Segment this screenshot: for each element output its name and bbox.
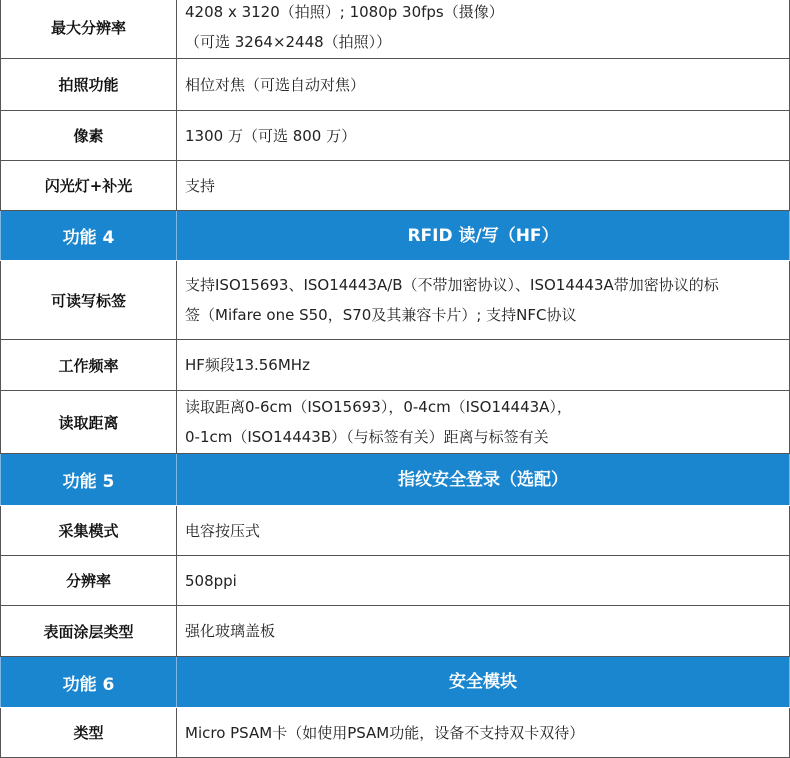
spec-value bbox=[177, 261, 790, 339]
section-header-rfid bbox=[0, 211, 790, 261]
spec-value bbox=[177, 506, 790, 555]
spec-value bbox=[177, 340, 790, 390]
spec-label: 像素 bbox=[0, 111, 177, 160]
section-label: 功能 6 bbox=[0, 657, 177, 707]
spec-label: 拍照功能 bbox=[0, 59, 177, 110]
spec-value-line: Micro PSAM卡（如使用PSAM功能，设备不支持双卡双待） bbox=[185, 723, 585, 742]
spec-value-line: 强化玻璃盖板 bbox=[185, 622, 276, 640]
spec-value-line: 508ppi bbox=[185, 571, 237, 590]
spec-row-resolution bbox=[0, 556, 790, 606]
spec-value-line: （可选 3264×2448（拍照）） bbox=[185, 33, 392, 51]
spec-value-line: 读取距离0-6cm（ISO15693），0-4cm（ISO14443A）， bbox=[185, 398, 572, 416]
spec-value-line: 电容按压式 bbox=[185, 521, 261, 540]
spec-value-line: 签（Mifare one S50，S70及其兼容卡片）; 支持NFC协议 bbox=[185, 306, 577, 324]
spec-label: 工作频率 bbox=[0, 340, 177, 390]
spec-row-readable-tags bbox=[0, 261, 790, 340]
spec-row-pixels bbox=[0, 111, 790, 161]
spec-value bbox=[177, 161, 790, 210]
spec-row-read-distance bbox=[0, 391, 790, 454]
spec-value bbox=[177, 111, 790, 160]
spec-label: 最大分辨率 bbox=[0, 0, 177, 58]
spec-value bbox=[177, 606, 790, 656]
spec-value-line: 1300 万（可选 800 万） bbox=[185, 126, 357, 145]
spec-row-frequency bbox=[0, 340, 790, 391]
spec-value bbox=[177, 0, 790, 58]
spec-label: 可读写标签 bbox=[0, 261, 177, 339]
spec-value bbox=[177, 708, 790, 757]
spec-label: 闪光灯+补光 bbox=[0, 161, 177, 210]
spec-value-line: 相位对焦（可选自动对焦） bbox=[185, 75, 366, 94]
spec-label: 分辨率 bbox=[0, 556, 177, 605]
spec-value bbox=[177, 556, 790, 605]
spec-label: 表面涂层类型 bbox=[0, 606, 177, 656]
spec-row-max-resolution bbox=[0, 0, 790, 59]
spec-value-line: 4208 x 3120（拍照）; 1080p 30fps（摄像） bbox=[185, 3, 504, 21]
spec-label: 读取距离 bbox=[0, 391, 177, 453]
spec-row-coating bbox=[0, 606, 790, 657]
spec-value-line: 0-1cm（ISO14443B）（与标签有关）距离与标签有关 bbox=[185, 428, 549, 446]
spec-value bbox=[177, 391, 790, 453]
spec-row-capture-mode bbox=[0, 506, 790, 556]
section-title: 安全模块 bbox=[177, 657, 790, 707]
spec-value-line: 支持ISO15693、ISO14443A/B（不带加密协议）、ISO14443A带加密协议的标 bbox=[185, 276, 719, 294]
section-title: RFID 读/写（HF） bbox=[177, 211, 790, 260]
section-title: 指纹安全登录（选配） bbox=[177, 454, 790, 505]
spec-row-flash bbox=[0, 161, 790, 211]
spec-value-line: HF频段13.56MHz bbox=[185, 356, 310, 374]
section-header-fingerprint bbox=[0, 454, 790, 506]
spec-row-photo-function bbox=[0, 59, 790, 111]
section-label: 功能 4 bbox=[0, 211, 177, 260]
spec-label: 采集模式 bbox=[0, 506, 177, 555]
section-header-security bbox=[0, 657, 790, 708]
spec-value bbox=[177, 59, 790, 110]
section-label: 功能 5 bbox=[0, 454, 177, 505]
spec-label: 类型 bbox=[0, 708, 177, 757]
spec-value-line: 支持 bbox=[185, 176, 216, 195]
